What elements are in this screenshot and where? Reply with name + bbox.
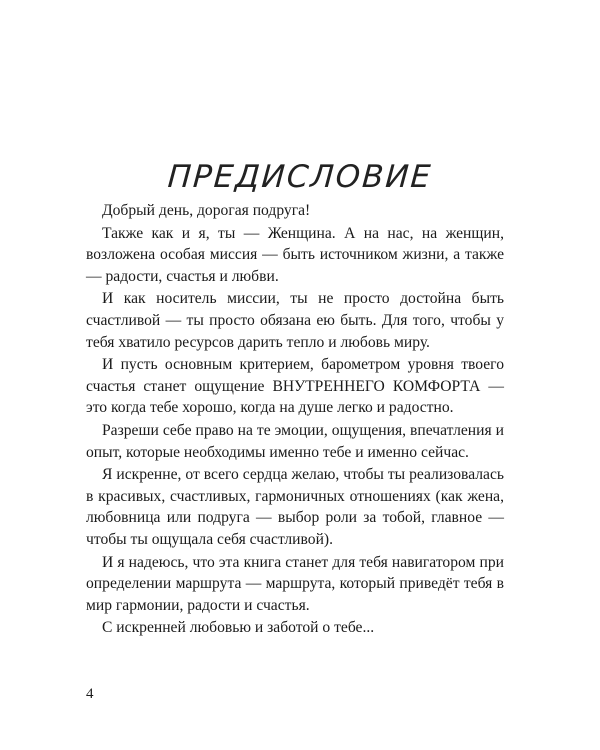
paragraph: С искренней любовью и заботой о тебе... bbox=[102, 619, 375, 637]
paragraph: И как носитель миссии, ты не просто достойна быть счастливой — ты просто обязана ею быть. Для того, чтобы у тебя хватило ресурсов дарить тепло и любовь миру. bbox=[86, 290, 504, 351]
paragraph: Я искренне, от всего сердца желаю, чтобы ты реализовалась в красивых, счастливых, гармоничных отношениях (как жена, любовница или подруга — выбор роли за тобой, главное — чтобы ты ощущала себя счастливой). bbox=[86, 466, 504, 548]
page-title: ПРЕДИСЛОВИЕ bbox=[166, 158, 434, 195]
body-text bbox=[86, 200, 504, 640]
page-number: 4 bbox=[86, 686, 94, 702]
paragraph: Добрый день, дорогая подруга! bbox=[102, 202, 311, 219]
paragraph: И я надеюсь, что эта книга станет для тебя навигатором при определении маршрута — маршрута, который приведёт тебя в мир гармонии, радости и счастья. bbox=[86, 553, 504, 614]
paragraph: И пусть основным критерием, барометром уровня твоего счастья станет ощущение ВНУТРЕННЕГО КОМФОРТА — это когда тебе хорошо, когда на душе легко и радостно. bbox=[86, 356, 504, 417]
paragraph: Разреши себе право на те эмоции, ощущения, впечатления и опыт, которые необходимы именно тебе и именно сейчас. bbox=[86, 421, 504, 461]
paragraph: Также как и я, ты — Женщина. А на нас, на женщин, возложена особая миссия — быть источником жизни, а также — радости, счастья и любви. bbox=[86, 224, 504, 285]
